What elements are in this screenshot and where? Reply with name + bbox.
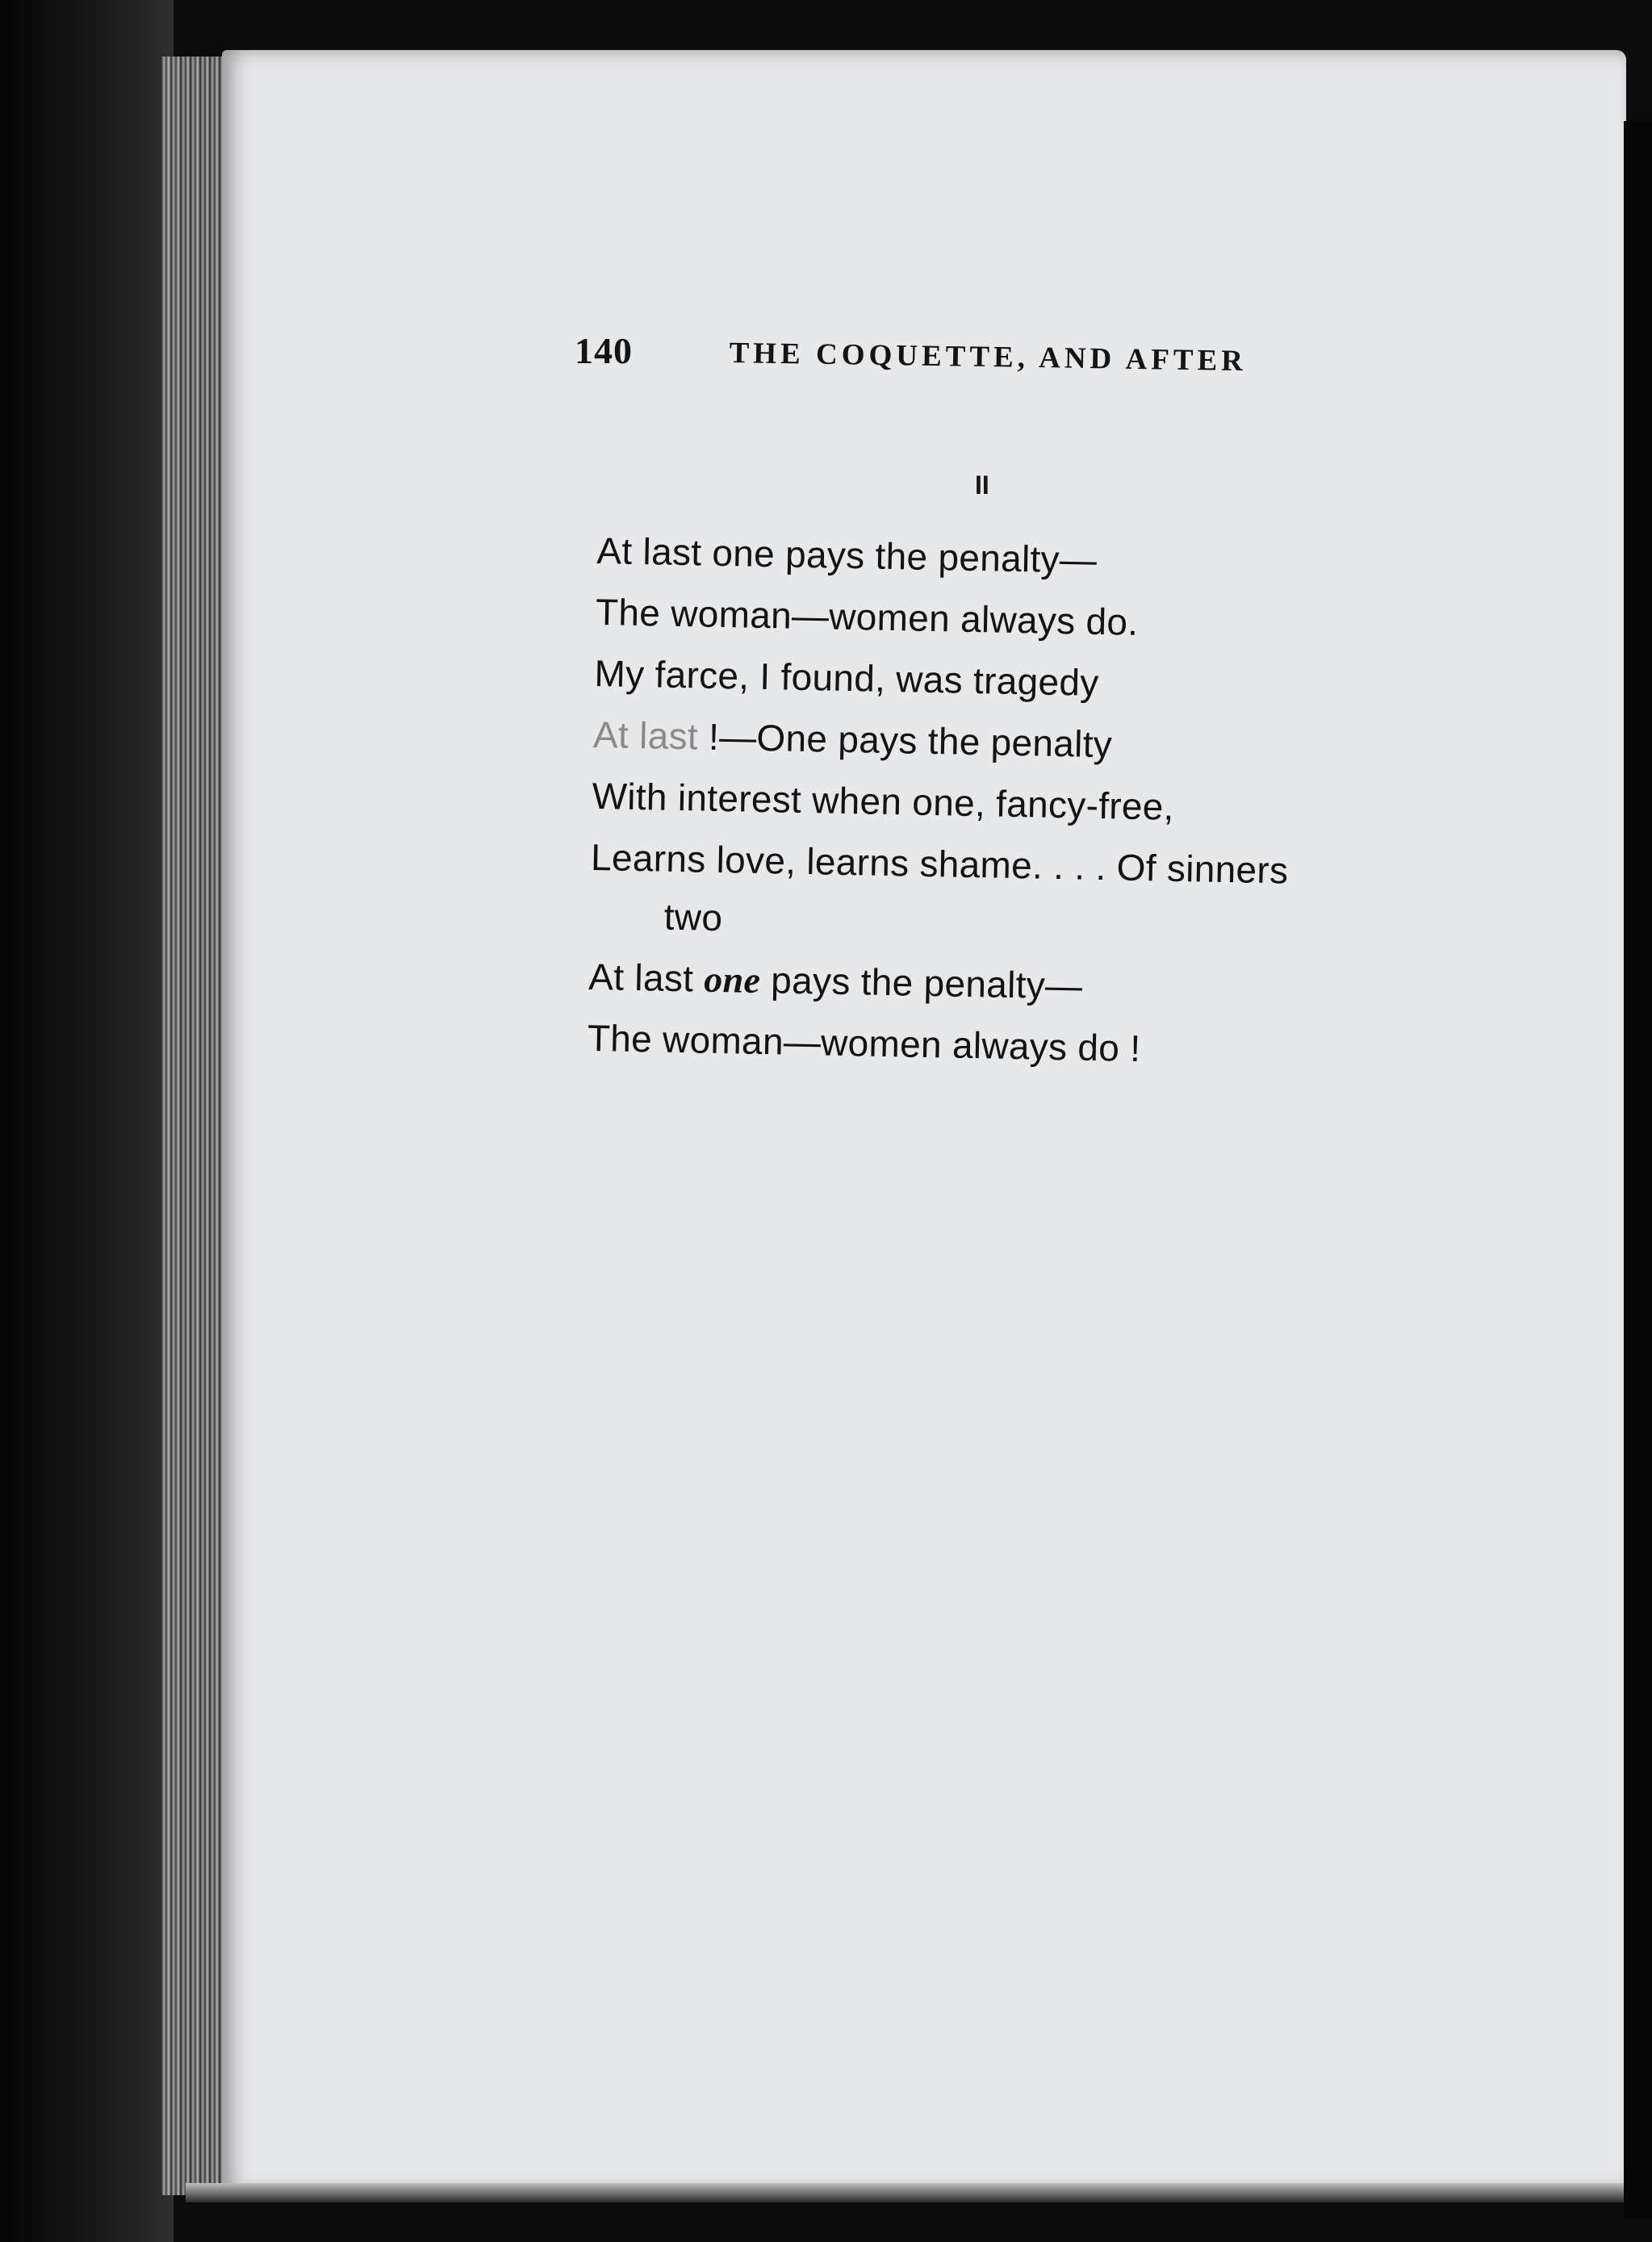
page-number: 140: [575, 330, 633, 371]
poem-line-text: !—One pays the penalty: [708, 715, 1113, 766]
poem-line: Learns love, learns shame. . . . Of sinners: [590, 835, 1289, 892]
poem-line: At last one pays the penalty—: [596, 529, 1098, 581]
emphasized-word: one: [703, 958, 761, 1001]
poem-line-text: pays the penalty—: [770, 959, 1083, 1007]
poem-line: The woman—women always do !: [587, 1016, 1141, 1070]
poem-line: With interest when one, fancy-free,: [592, 774, 1175, 828]
running-header: [575, 329, 1382, 386]
poem-line-continuation: two: [663, 895, 723, 939]
book-binding: [0, 0, 174, 2242]
page-bottom-edge: [186, 2183, 1638, 2202]
poem-line: My farce, I found, was tragedy: [594, 651, 1100, 704]
page-right-edge: [1624, 121, 1652, 2219]
poem-line-prefix: At last: [588, 955, 694, 1000]
poem-line: The woman—women always do.: [595, 590, 1139, 643]
faded-text: At last: [592, 713, 699, 758]
running-title: THE COQUETTE, AND AFTER: [729, 336, 1248, 379]
section-numeral: II: [975, 471, 989, 500]
